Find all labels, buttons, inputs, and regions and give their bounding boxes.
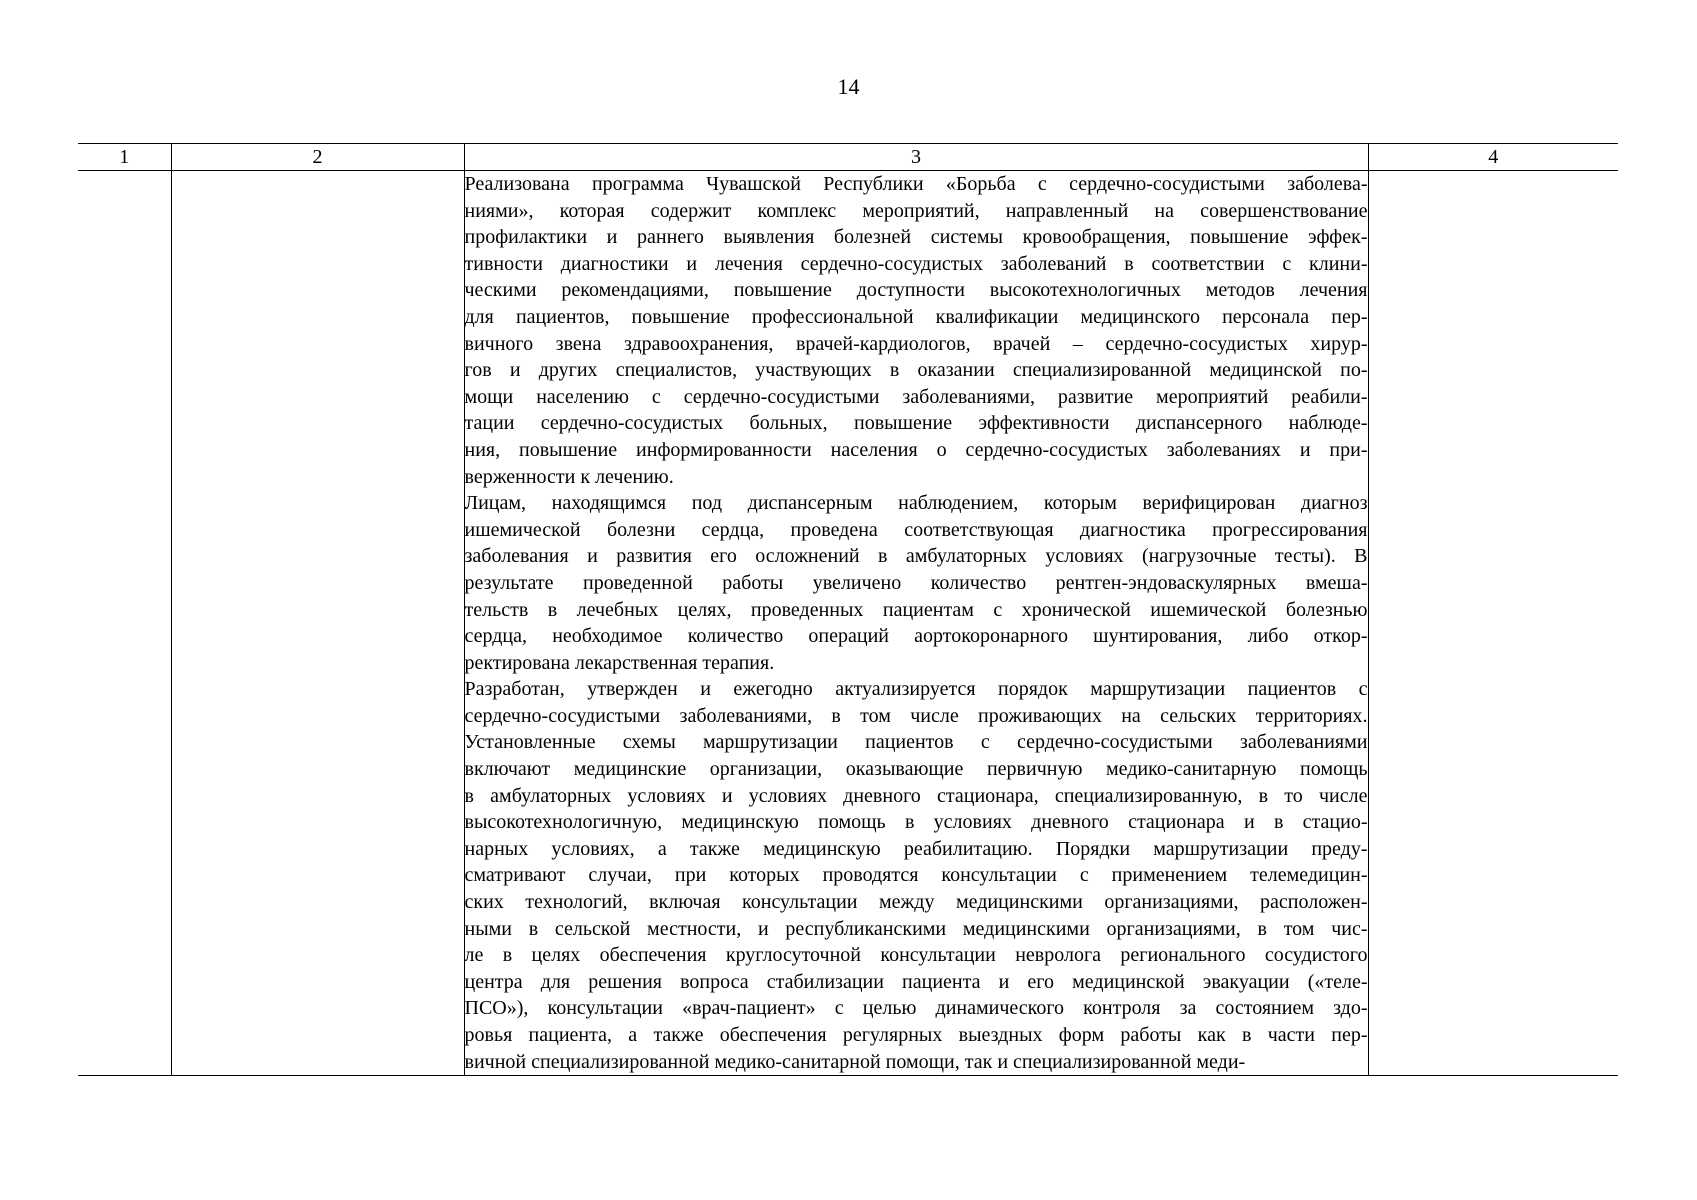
text-line: Установленные схемы маршрутизации пациентов с сердечно-сосудистыми заболеваниями <box>464 731 1368 754</box>
cell-col-1 <box>78 171 171 1076</box>
text-line: сматривают случаи, при которых проводятся консультации с применением телемедицин- <box>464 864 1368 887</box>
text-line: сердечно-сосудистыми заболеваниями, в том числе проживающих на сельских территориях. <box>464 704 1368 727</box>
text-line: Разработан, утвержден и ежегодно актуализируется порядок маршрутизации пациентов с <box>464 678 1368 701</box>
text-line: результате проведенной работы увеличено количество рентген-эндоваскулярных вмеша- <box>464 571 1368 594</box>
text-line: профилактики и раннего выявления болезней системы кровообращения, повышение эффек- <box>464 226 1368 249</box>
text-line: центра для решения вопроса стабилизации пациента и его медицинской эвакуации («теле- <box>464 970 1368 993</box>
document-table <box>78 143 1618 1076</box>
text-line: гов и других специалистов, участвующих в оказании специализированной медицинской по- <box>464 359 1368 382</box>
column-header-4: 4 <box>1368 144 1618 171</box>
text-line: ПСО»), консультации «врач-пациент» с целью динамического контроля за состоянием здо- <box>464 997 1368 1020</box>
text-line: ческими рекомендациями, повышение доступности высокотехнологичных методов лечения <box>464 279 1368 302</box>
text-line: ными в сельской местности, и республиканскими медицинскими организациями, в том чис- <box>464 917 1368 940</box>
text-line: ниями», которая содержит комплекс мероприятий, направленный на совершенствование <box>464 199 1368 222</box>
text-line: ровья пациента, а также обеспечения регулярных выездных форм работы как в части пер- <box>464 1024 1368 1046</box>
text-line: в амбулаторных условиях и условиях дневного стационара, специализированную, в то числе <box>464 784 1368 807</box>
text-line: сердца, необходимое количество операций аортокоронарного шунтирования, либо откор- <box>464 625 1368 648</box>
paragraph <box>465 490 1368 676</box>
paragraph <box>465 676 1368 1075</box>
text-line: тации сердечно-сосудистых больных, повышение эффективности диспансерного наблюде- <box>464 412 1368 435</box>
page-number: 14 <box>837 74 860 99</box>
table-row <box>78 171 1618 1076</box>
text-line: тивности диагностики и лечения сердечно-сосудистых заболеваний в соответствии с клини- <box>464 252 1368 275</box>
text-line: мощи населению с сердечно-сосудистыми заболеваниями, развитие мероприятий реабили- <box>464 385 1368 408</box>
text-line: заболевания и развития его осложнений в амбулаторных условиях (нагрузочные тесты). В <box>464 545 1368 568</box>
text-line: ректирована лекарственная терапия. <box>464 651 775 674</box>
cell-col-4 <box>1368 171 1618 1076</box>
text-line: высокотехнологичную, медицинскую помощь в условиях дневного стационара и в стацио- <box>464 811 1368 834</box>
column-header-3: 3 <box>464 144 1368 171</box>
cell-col-2 <box>171 171 464 1076</box>
cell-col-3-text <box>465 171 1368 1075</box>
text-line: нарных условиях, а также медицинскую реабилитацию. Порядки маршрутизации преду- <box>464 837 1368 860</box>
text-line: ле в целях обеспечения круглосуточной консультации невролога регионального сосудистого <box>464 944 1368 967</box>
text-line: ния, повышение информированности населения о сердечно-сосудистых заболеваниях и при- <box>464 438 1368 461</box>
text-line: верженности к лечению. <box>464 465 674 488</box>
cell-col-3 <box>464 171 1368 1076</box>
paragraph <box>465 171 1368 490</box>
text-line: включают медицинские организации, оказывающие первичную медико-санитарную помощь <box>464 758 1368 781</box>
table-header-row <box>78 144 1618 171</box>
text-line: тельств в лечебных целях, проведенных пациентам с хронической ишемической болезнью <box>464 598 1368 621</box>
text-line: вичного звена здравоохранения, врачей-кардиологов, врачей – сердечно-сосудистых хирур- <box>464 332 1368 355</box>
text-line: вичной специализированной медико-санитарной помощи, так и специализированной меди- <box>464 1050 1246 1073</box>
column-header-2: 2 <box>171 144 464 171</box>
column-header-1: 1 <box>78 144 171 171</box>
text-line: для пациентов, повышение профессиональной квалификации медицинского персонала пер- <box>464 305 1368 328</box>
text-line: ишемической болезни сердца, проведена соответствующая диагностика прогрессирования <box>464 518 1368 541</box>
text-line: ских технологий, включая консультации между медицинскими организациями, расположен- <box>464 891 1368 914</box>
text-line: Лицам, находящимся под диспансерным наблюдением, которым верифицирован диагноз <box>464 492 1368 515</box>
text-line: Реализована программа Чувашской Республики «Борьба с сердечно-сосудистыми заболева- <box>464 173 1368 195</box>
